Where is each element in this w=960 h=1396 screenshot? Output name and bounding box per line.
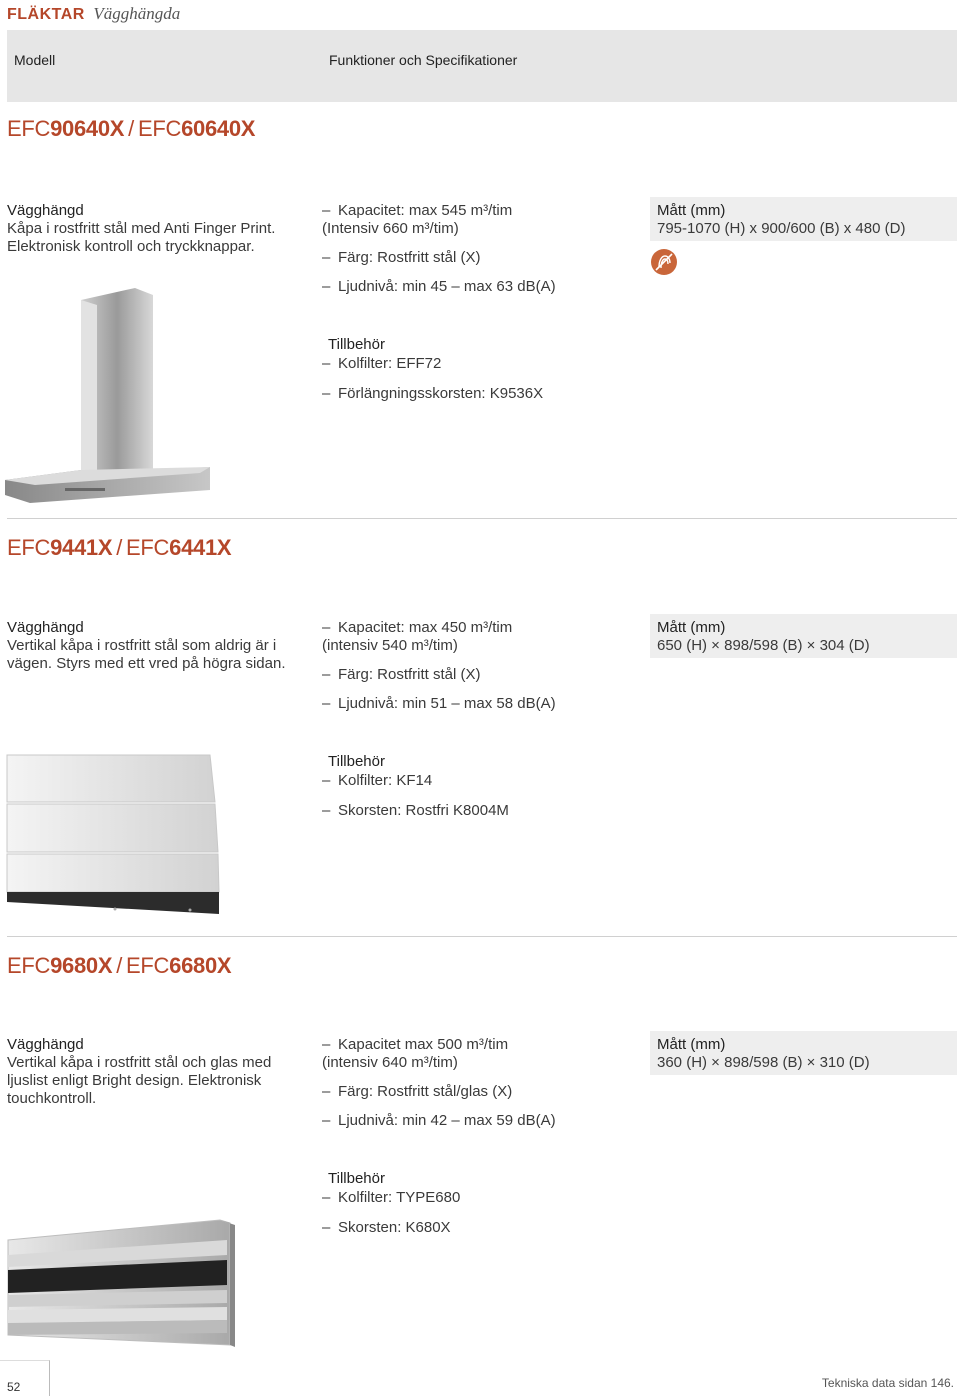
accessory-item: – Skorsten: K680X — [322, 1219, 451, 1236]
model-prefix: EFC — [7, 116, 51, 141]
spec-capacity: – Kapacitet: max 450 m³/tim — [322, 619, 513, 636]
accessory-item: – Kolfilter: EFF72 — [322, 355, 442, 372]
product-description: Vertikal kåpa i rostfritt stål som aldrig är i vägen. Styrs med ett vred på högra sidan. — [7, 637, 286, 672]
model-prefix: EFC — [126, 953, 170, 978]
product-image-chimney-hood — [5, 285, 213, 505]
accessory-item: – Kolfilter: TYPE680 — [322, 1189, 461, 1206]
spec-capacity-intensive: (intensiv 640 m³/tim) — [322, 1054, 458, 1071]
column-model: Modell — [14, 52, 56, 68]
model-title — [7, 535, 231, 561]
spec-sound: – Ljudnivå: min 45 – max 63 dB(A) — [322, 278, 556, 295]
spec-color: – Färg: Rostfritt stål (X) — [322, 249, 481, 266]
spec-text: Ljudnivå: min 42 – max 59 dB(A) — [338, 1112, 556, 1129]
product-type: Vägghängd — [7, 1036, 84, 1053]
accessory-text: Skorsten: Rostfri K8004M — [338, 802, 509, 819]
product-image-vertical-hood — [5, 752, 220, 920]
spec-text: Ljudnivå: min 51 – max 58 dB(A) — [338, 695, 556, 712]
category-title: FLÄKTAR — [7, 6, 85, 23]
spec-text: Kapacitet max 500 m³/tim — [338, 1036, 509, 1053]
model-title — [7, 953, 231, 979]
model-separator: / — [128, 116, 134, 141]
model-prefix: EFC — [7, 953, 51, 978]
product-description: Kåpa i rostfritt stål med Anti Finger Print. Elektronisk kontroll och tryckknappar. — [7, 220, 276, 255]
model-separator: / — [116, 953, 123, 978]
dimensions-value: 795-1070 (H) x 900/600 (B) x 480 (D) — [657, 220, 906, 237]
column-functions: Funktioner och Specifikationer — [329, 52, 518, 68]
dimensions-label: Mått (mm) — [657, 619, 726, 636]
accessories-title: Tillbehör — [328, 753, 385, 770]
spec-capacity: – Kapacitet: max 545 m³/tim — [322, 202, 513, 219]
anti-finger-print-icon — [650, 248, 678, 276]
column-header-bar — [7, 30, 957, 102]
accessory-item: – Kolfilter: KF14 — [322, 772, 433, 789]
dimensions-box — [650, 614, 957, 658]
accessory-text: Förlängningsskorsten: K9536X — [338, 385, 544, 402]
dimensions-value: 650 (H) × 898/598 (B) × 304 (D) — [657, 637, 870, 654]
spec-text: Färg: Rostfritt stål (X) — [338, 249, 481, 266]
spec-text: Färg: Rostfritt stål/glas (X) — [338, 1083, 513, 1100]
category-subtitle: Vägghängda — [93, 4, 181, 23]
model-title — [7, 116, 255, 142]
accessories-title: Tillbehör — [328, 1170, 385, 1187]
spec-text: Färg: Rostfritt stål (X) — [338, 666, 481, 683]
model-number: 60640X — [181, 116, 256, 141]
accessory-item: – Skorsten: Rostfri K8004M — [322, 802, 509, 819]
model-number: 9680X — [50, 953, 113, 978]
model-number: 90640X — [50, 116, 125, 141]
product-description: Vertikal kåpa i rostfritt stål och glas med ljuslist enligt Bright design. Elektronisk touchkontroll. — [7, 1054, 272, 1107]
model-number: 6680X — [169, 953, 232, 978]
model-number: 6441X — [169, 535, 232, 560]
product-type: Vägghängd — [7, 202, 84, 219]
spec-color: – Färg: Rostfritt stål (X) — [322, 666, 481, 683]
dimensions-box — [650, 197, 957, 241]
model-prefix: EFC — [126, 535, 170, 560]
spec-capacity-intensive: (Intensiv 660 m³/tim) — [322, 220, 459, 237]
spec-text: Kapacitet: max 450 m³/tim — [338, 619, 513, 636]
dimensions-box — [650, 1031, 957, 1075]
product-type: Vägghängd — [7, 619, 84, 636]
page-number: 52 — [7, 1380, 21, 1394]
footer-reference: Tekniska data sidan 146. — [821, 1376, 954, 1390]
dimensions-label: Mått (mm) — [657, 1036, 726, 1053]
accessory-item: – Förlängningsskorsten: K9536X — [322, 385, 544, 402]
accessory-text: Skorsten: K680X — [338, 1219, 451, 1236]
page-header — [7, 4, 180, 24]
accessories-title: Tillbehör — [328, 336, 385, 353]
model-number: 9441X — [50, 535, 113, 560]
accessory-text: Kolfilter: TYPE680 — [338, 1189, 461, 1206]
dimensions-value: 360 (H) × 898/598 (B) × 310 (D) — [657, 1054, 870, 1071]
spec-capacity: – Kapacitet max 500 m³/tim — [322, 1036, 509, 1053]
dimensions-label: Mått (mm) — [657, 202, 726, 219]
spec-text: Ljudnivå: min 45 – max 63 dB(A) — [338, 278, 556, 295]
model-prefix: EFC — [137, 116, 182, 141]
spec-capacity-intensive: (intensiv 540 m³/tim) — [322, 637, 458, 654]
spec-sound: – Ljudnivå: min 51 – max 58 dB(A) — [322, 695, 556, 712]
section-divider — [7, 518, 957, 519]
model-separator: / — [116, 535, 123, 560]
product-image-glass-hood — [5, 1215, 235, 1355]
spec-text: Kapacitet: max 545 m³/tim — [338, 202, 513, 219]
spec-sound: – Ljudnivå: min 42 – max 59 dB(A) — [322, 1112, 556, 1129]
accessory-text: Kolfilter: EFF72 — [338, 355, 442, 372]
spec-color: – Färg: Rostfritt stål/glas (X) — [322, 1083, 513, 1100]
section-divider — [7, 936, 957, 937]
accessory-text: Kolfilter: KF14 — [338, 772, 433, 789]
model-prefix: EFC — [7, 535, 51, 560]
